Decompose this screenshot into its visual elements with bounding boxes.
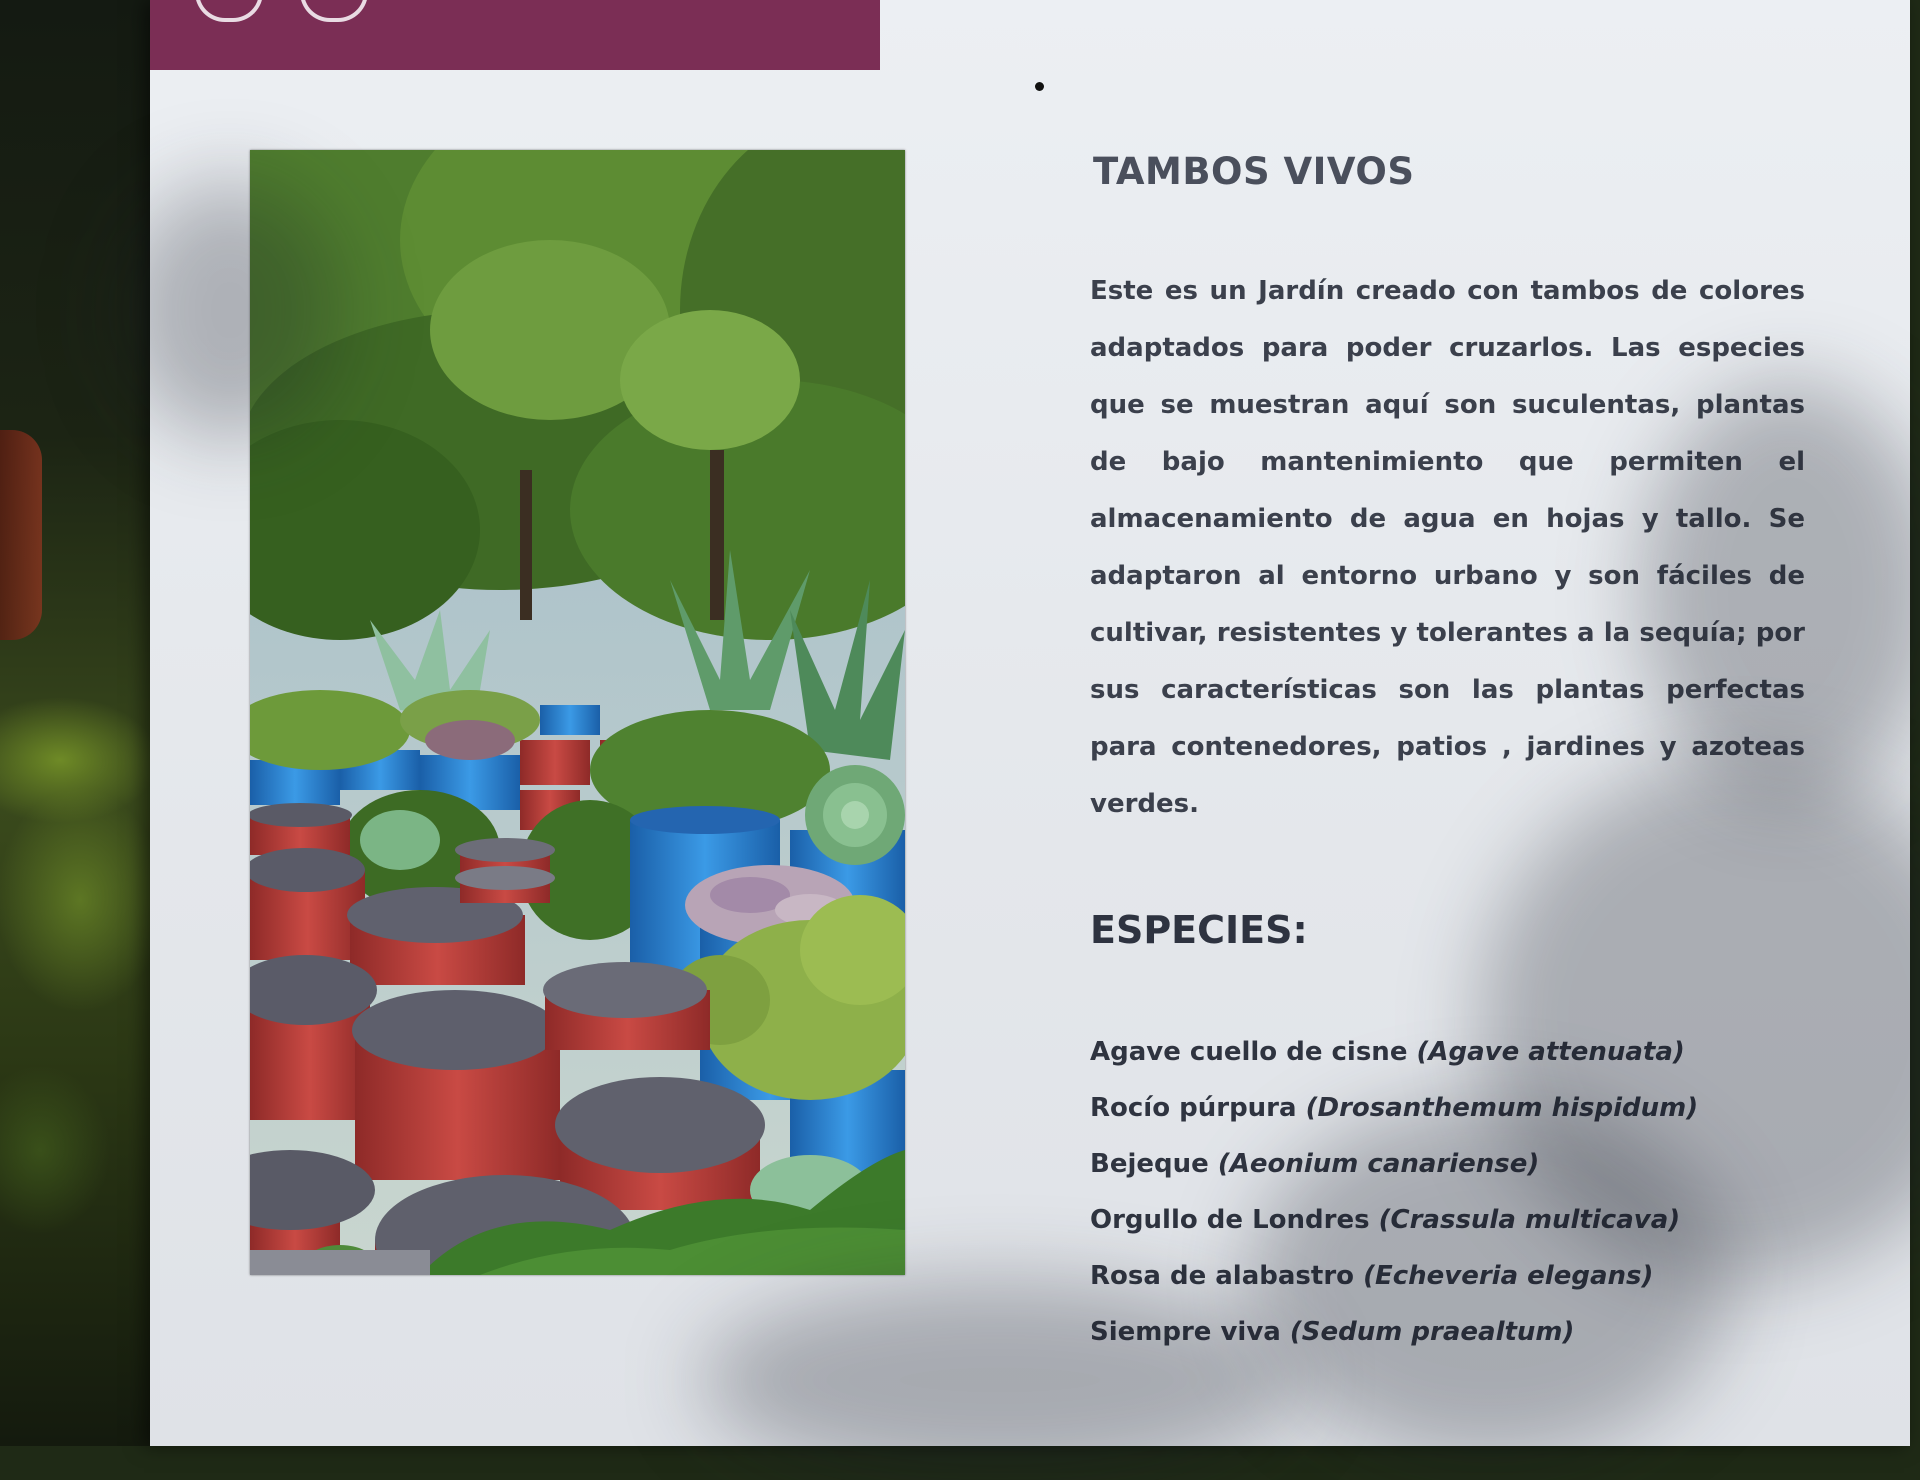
species-item (1090, 1024, 1805, 1080)
species-scientific-name: (Agave attenuata) (1416, 1037, 1685, 1067)
species-item (1090, 1136, 1805, 1192)
species-item (1090, 1080, 1805, 1136)
insect-speck (1035, 82, 1044, 91)
tree-canopy (250, 150, 905, 640)
species-item (1090, 1192, 1805, 1248)
species-scientific-name: (Echeveria elegans) (1363, 1261, 1654, 1291)
species-common-name: Rosa de alabastro (1090, 1261, 1354, 1291)
species-list (1090, 1024, 1805, 1360)
garden-photo (250, 150, 905, 1275)
clay-pot-background (0, 430, 42, 640)
garden-illustration (250, 150, 905, 1275)
species-common-name: Orgullo de Londres (1090, 1205, 1370, 1235)
species-common-name: Bejeque (1090, 1149, 1209, 1179)
species-heading: ESPECIES: (1090, 908, 1308, 952)
grass-background (0, 0, 165, 1446)
species-common-name: Siempre viva (1090, 1317, 1281, 1347)
species-common-name: Rocío púrpura (1090, 1093, 1297, 1123)
species-scientific-name: (Crassula multicava) (1378, 1205, 1681, 1235)
banner-logo-left (195, 0, 263, 22)
banner-logo-right (300, 0, 368, 22)
species-scientific-name: (Aeonium canariense) (1217, 1149, 1540, 1179)
sign-description: Este es un Jardín creado con tambos de colores adaptados para poder cruzarlos. Las especies que se muestran aquí son suculentas, plantas de bajo mantenimiento que permiten el almacenamiento de agua en hojas y tallo. Se adaptaron al entorno urbano y son fáciles de cultivar, resistentes y tolerantes a la sequía; por sus características son las plantas perfectas para contenedores, patios , jardines y azoteas verdes. (1090, 276, 1805, 819)
sign-banner (150, 0, 880, 70)
species-scientific-name: (Drosanthemum hispidum) (1305, 1093, 1699, 1123)
species-scientific-name: (Sedum praealtum) (1289, 1317, 1575, 1347)
species-item (1090, 1304, 1805, 1360)
sign-text-column (1090, 150, 1805, 1360)
species-common-name: Agave cuello de cisne (1090, 1037, 1408, 1067)
sign-title: TAMBOS VIVOS (1093, 150, 1415, 193)
species-item (1090, 1248, 1805, 1304)
